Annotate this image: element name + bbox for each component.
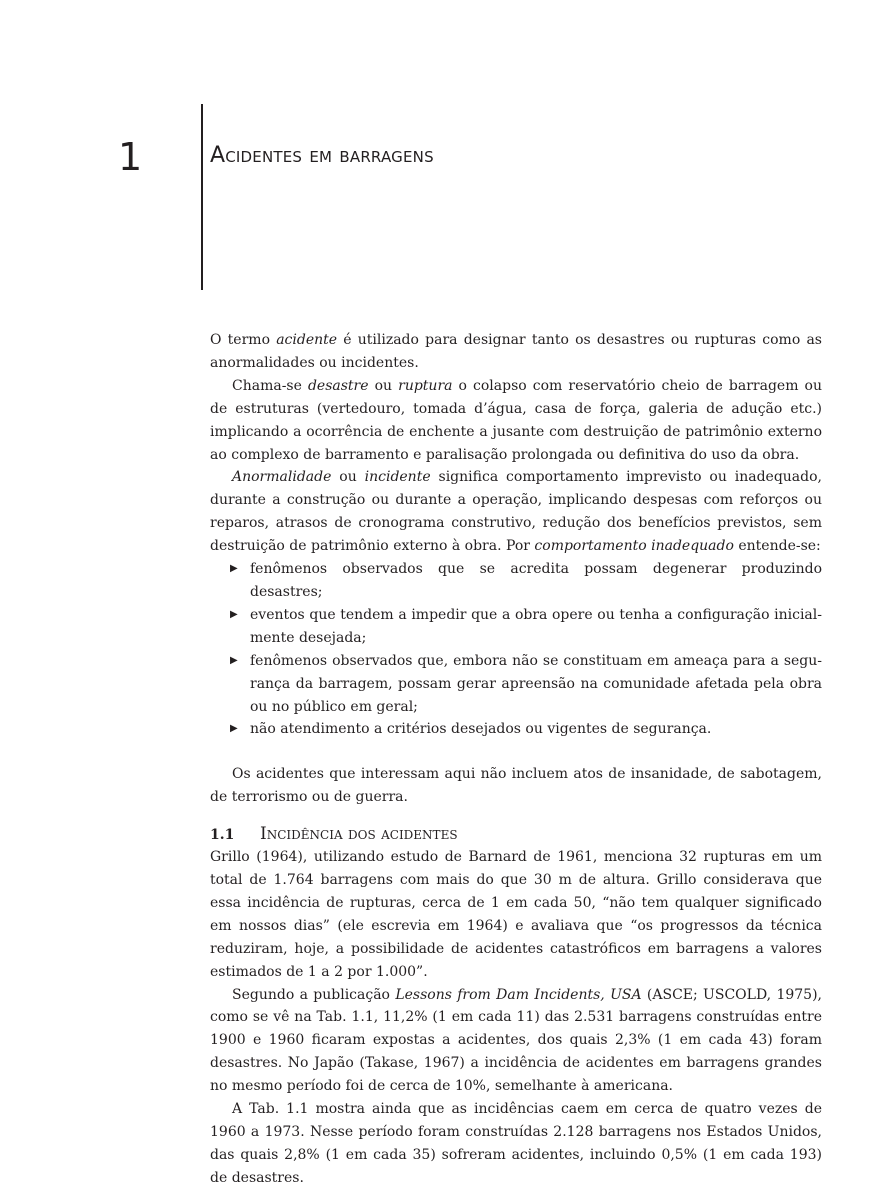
- text: ou: [331, 469, 365, 486]
- emphasis: incidente: [364, 469, 431, 486]
- bullet-triangle-icon: ▶: [230, 563, 238, 575]
- list-item: [230, 558, 822, 604]
- list-item-text: eventos que tendem a impedir que a obra opere ou tenha a configuração inicialmente desejada;: [250, 606, 822, 646]
- list-item: [230, 604, 822, 650]
- chapter-divider: [201, 104, 203, 290]
- bullet-list: [210, 558, 822, 741]
- paragraph: Os acidentes que interessam aqui não incluem atos de insanidade, de sabotagem, de terrorismo ou de guerra.: [210, 766, 822, 806]
- list-item-text: não atendimento a critérios desejados ou vigentes de segurança.: [250, 721, 712, 738]
- section-number: 1.1: [210, 827, 235, 844]
- body-text: [210, 329, 822, 1190]
- paragraph: A Tab. 1.1 mostra ainda que as incidências caem em cerca de quatro vezes de 1960 a 1973. Nesse período foram construídas 2.128 barragens nos Estados Unidos, das quais 2,8% (1 em cada 35) sofreram acidentes, incluindo 0,5% (1 em cada 193) de desastres.: [210, 1101, 822, 1186]
- list-item-text: fenômenos observados que se acredita possam degenerar produzindo desastres;: [250, 561, 822, 600]
- section-heading: [210, 823, 822, 846]
- emphasis: comportamento inadequado: [534, 538, 734, 555]
- text: é utilizado para designar tanto os desastres ou rupturas como as anormalidades ou incidentes.: [210, 332, 822, 371]
- text: ou: [368, 377, 399, 394]
- paragraph: [210, 329, 822, 375]
- paragraph: [210, 466, 822, 558]
- chapter-number: 1: [118, 135, 143, 179]
- paragraph: [210, 375, 822, 467]
- text: o colapso com reservatório cheio de barragem ou de estruturas (vertedouro, tomada d’água, casa de força, galeria de adução etc.) implicando a ocorrência de enchente a jusante com destruição de patrimônio externo ao complexo de barramento e paralisação prolongada ou definitiva do uso da obra.: [210, 377, 822, 463]
- text: Segundo a publicação: [232, 986, 396, 1003]
- text: entende-se:: [733, 538, 821, 555]
- emphasis: Lessons from Dam Incidents, USA: [395, 986, 642, 1003]
- bullet-triangle-icon: ▶: [230, 654, 238, 666]
- emphasis: desastre: [307, 377, 369, 394]
- text: O termo: [210, 332, 277, 348]
- paragraph: Grillo (1964), utilizando estudo de Barnard de 1961, menciona 32 rupturas em um total de 1.764 barragens com mais do que 30 m de altura. Grillo considerava que essa incidência de rupturas, cerca de 1 em cada 50, “não tem qualquer significado em nossos dias” (ele escrevia em 1964) e avaliava que “os progressos da técnica reduziram, hoje, a possibilidade de acidentes catastróficos em barragens a valores estimados de 1 a 2 por 1.000”.: [210, 849, 822, 980]
- spacer: [210, 741, 822, 763]
- bullet-triangle-icon: ▶: [230, 723, 238, 735]
- list-item-text: fenômenos observados que, embora não se constituam em ameaça para a segurança da barragem, possam gerar apreensão na comunidade afetada pela obra ou no público em geral;: [250, 652, 822, 715]
- paragraph: [210, 984, 822, 1099]
- emphasis: ruptura: [398, 377, 453, 394]
- emphasis: acidente: [276, 332, 338, 348]
- bullet-triangle-icon: ▶: [230, 608, 238, 620]
- section-title: Incidência dos acidentes: [260, 824, 458, 845]
- text: Chama-se: [232, 377, 308, 394]
- emphasis: Anormalidade: [232, 469, 332, 486]
- list-item: [230, 718, 822, 741]
- text: (ASCE; USCOLD, 1975), como se vê na Tab. 1.1, 11,2% (1 em cada 11) das 2.531 barragens construídas entre 1900 e 1960 ficaram expostas a acidentes, dos quais 2,3% (1 em cada 43) foram desastres. No Japão (Takase, 1967) a incidência de acidentes em barragens grandes no mesmo período foi de cerca de 10%, semelhante à americana.: [210, 986, 822, 1095]
- list-item: [230, 650, 822, 719]
- text: significa comportamento imprevisto ou inadequado, durante a construção ou durante a operação, implicando despesas com reforços ou reparos, atrasos de cronograma construtivo, redução dos benefícios previstos, sem destruição de patrimônio externo à obra. Por: [210, 469, 822, 555]
- chapter-title: Acidentes em barragens: [210, 143, 434, 168]
